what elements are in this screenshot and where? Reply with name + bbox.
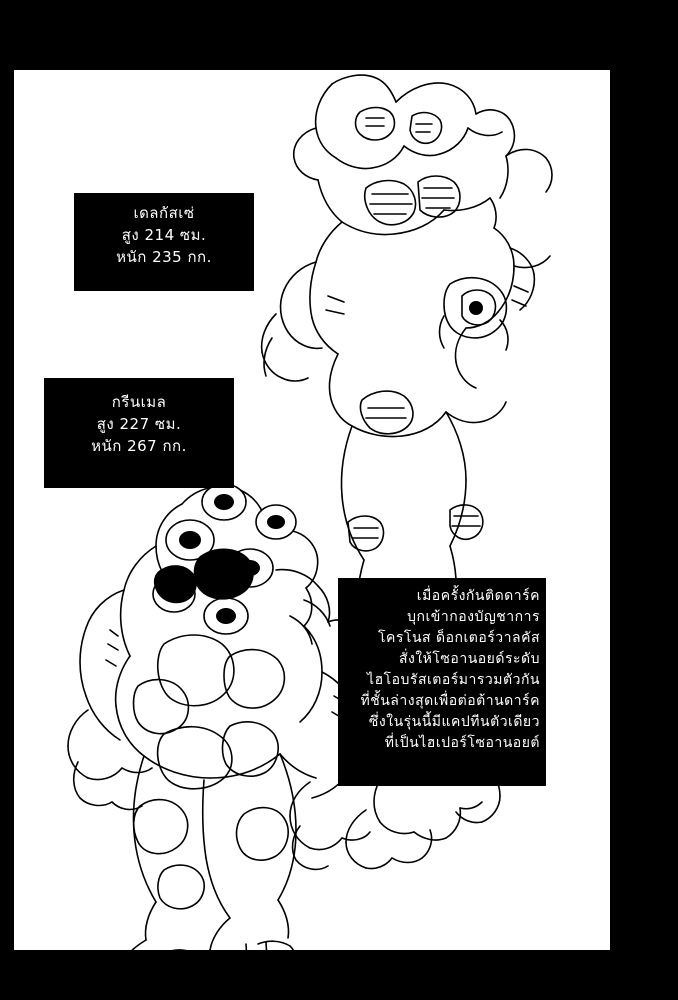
caption-line: สั่งให้โซอานอยด์ระดับ bbox=[398, 651, 540, 667]
caption-line: ที่ชั้นล่างสุดเพื่อต่อต้านดาร์ค bbox=[360, 693, 540, 709]
caption-line: หนัก 267 กก. bbox=[91, 436, 187, 455]
caption-line: หนัก 235 กก. bbox=[116, 247, 212, 266]
caption-line: เดลกัสเซ่ bbox=[133, 204, 195, 222]
caption-line: ไฮโอบรัสเตอร์มารวมตัวกัน bbox=[367, 672, 540, 688]
story-caption bbox=[338, 578, 546, 786]
caption-line: ที่เป็นไฮเปอร์โซอานอยต์ bbox=[384, 735, 540, 751]
caption-line: กรีนเมล bbox=[111, 393, 167, 411]
caption-line: โครโนส ด็อกเตอร์วาลคัส bbox=[378, 630, 540, 646]
delgasse-stat-caption bbox=[74, 193, 254, 291]
greenmale-stat-caption bbox=[44, 378, 234, 488]
caption-line: สูง 227 ซม. bbox=[96, 414, 182, 433]
caption-line: บุกเข้ากองบัญชาการ bbox=[407, 609, 540, 625]
caption-line: สูง 214 ซม. bbox=[121, 225, 207, 244]
caption-line: เมื่อครั้งกันติดดาร์ค bbox=[416, 588, 540, 604]
caption-line: ซึ่งในรุ่นนี้มีแคปทีนตัวเดียว bbox=[368, 714, 540, 730]
